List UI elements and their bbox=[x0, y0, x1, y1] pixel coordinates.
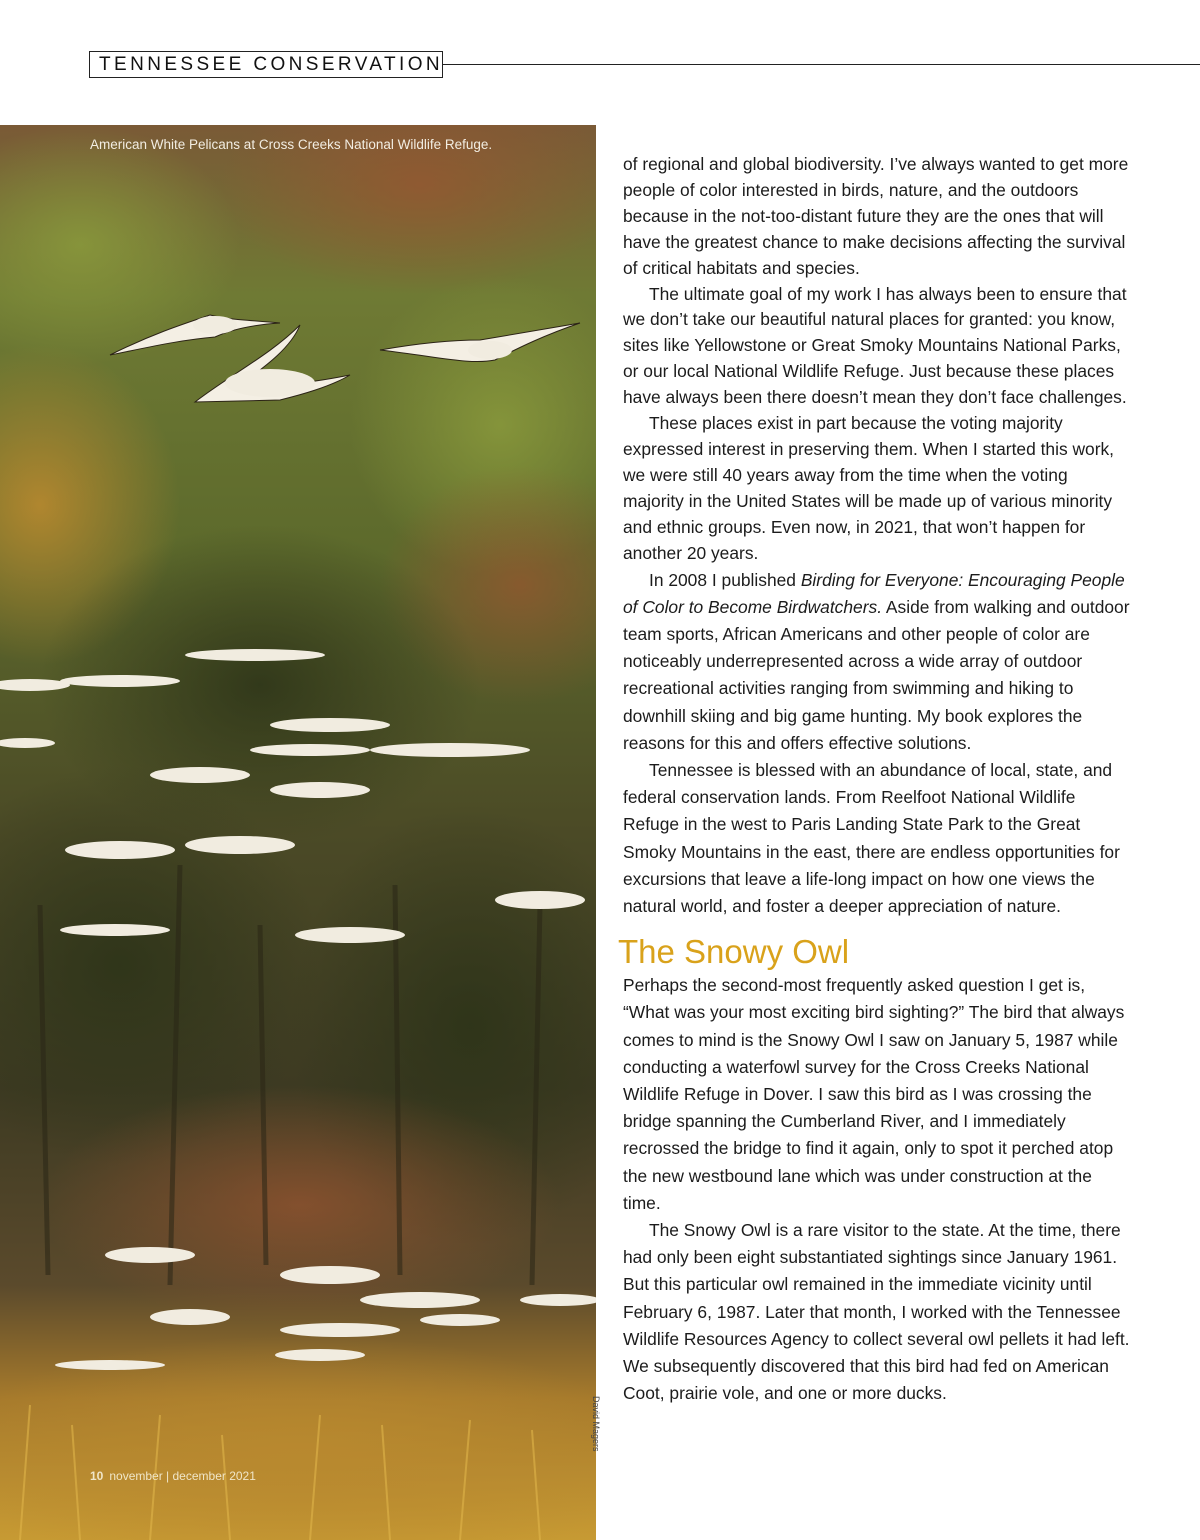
paragraph-4-rest: Aside from walking and outdoor team sports, African Americans and other people of color are noticeably underrepresented across a wide array of outdoor recreational activities ranging from swimming and hiking to downhill skiing and big game hunting. My book explores the reasons for this and offers effective solutions. bbox=[623, 596, 1130, 753]
section-heading: The Snowy Owl bbox=[618, 933, 850, 971]
section-header-title: TENNESSEE CONSERVATION bbox=[99, 54, 444, 75]
paragraph-1: of regional and global biodiversity. I’ve always wanted to get more people of color interested in birds, nature, and the outdoors because in the not-too-distant future they are the ones that will have the greatest chance to make decisions affecting the survival of critical habitats and species. bbox=[623, 154, 1129, 278]
photo-caption: American White Pelicans at Cross Creeks National Wildlife Refuge. bbox=[90, 137, 493, 152]
book-title: Birding for Everyone: Encouraging People of Color to Become Birdwatchers. bbox=[623, 569, 1125, 617]
section-header bbox=[89, 51, 443, 78]
paragraph-4 bbox=[623, 567, 1131, 757]
paragraph-2: The ultimate goal of my work I has always been to ensure that we don’t take our beautiful natural places for granted: you know, sites like Yellowstone or Great Smoky Mountains National Parks, or our local National Wildlife Refuge. Just because these places have always been there doesn’t mean they don’t face challenges. bbox=[623, 283, 1127, 408]
paragraph-4-lead: In 2008 I published bbox=[649, 569, 801, 590]
photo-credit: David Magers bbox=[591, 1396, 601, 1452]
page-number: 10 bbox=[90, 1469, 104, 1483]
pelicans-photo bbox=[0, 125, 596, 1540]
paragraph-7: The Snowy Owl is a rare visitor to the state. At the time, there had only been eight substantiated sightings since January 1961. But this particular owl remained in the immediate vicinity until February 6, 1987. Later that month, I worked with the Tennessee Wildlife Resources Agency to collect several owl pellets it had left. We subsequently discovered that this bird had fed on American Coot, prairie vole, and one or more ducks. bbox=[623, 1219, 1130, 1404]
header-rule bbox=[443, 64, 1200, 65]
article-column bbox=[618, 152, 1131, 1407]
paragraph-6: Perhaps the second-most frequently asked question I get is, “What was your most exciting bird sighting?” The bird that always comes to mind is the Snowy Owl I saw on January 5, 1987 while conducting a waterfowl survey for the Cross Creeks National Wildlife Refuge in Dover. I saw this bird as I was crossing the bridge spanning the Cumberland River, and I immediately recrossed the bridge to find it again, only to spot it perched atop the new westbound lane which was under construction at the time. bbox=[623, 975, 1125, 1213]
paragraph-5: Tennessee is blessed with an abundance of local, state, and federal conservation lands. From Reelfoot National Wildlife Refuge in the west to Paris Landing State Park to the Great Smoky Mountains in the east, there are endless opportunities for excursions that leave a life-long impact on how one views the natural world, and foster a deeper appreciation of nature. bbox=[623, 759, 1120, 916]
page-folio bbox=[90, 1469, 256, 1483]
paragraph-3: These places exist in part because the voting majority expressed interest in preserving them. When I started this work, we were still 40 years away from the time when the voting majority in the United States will be made up of various minority and ethnic groups. Even now, in 2021, that won’t happen for another 20 years. bbox=[623, 413, 1115, 563]
issue-date: november | december 2021 bbox=[109, 1469, 256, 1483]
